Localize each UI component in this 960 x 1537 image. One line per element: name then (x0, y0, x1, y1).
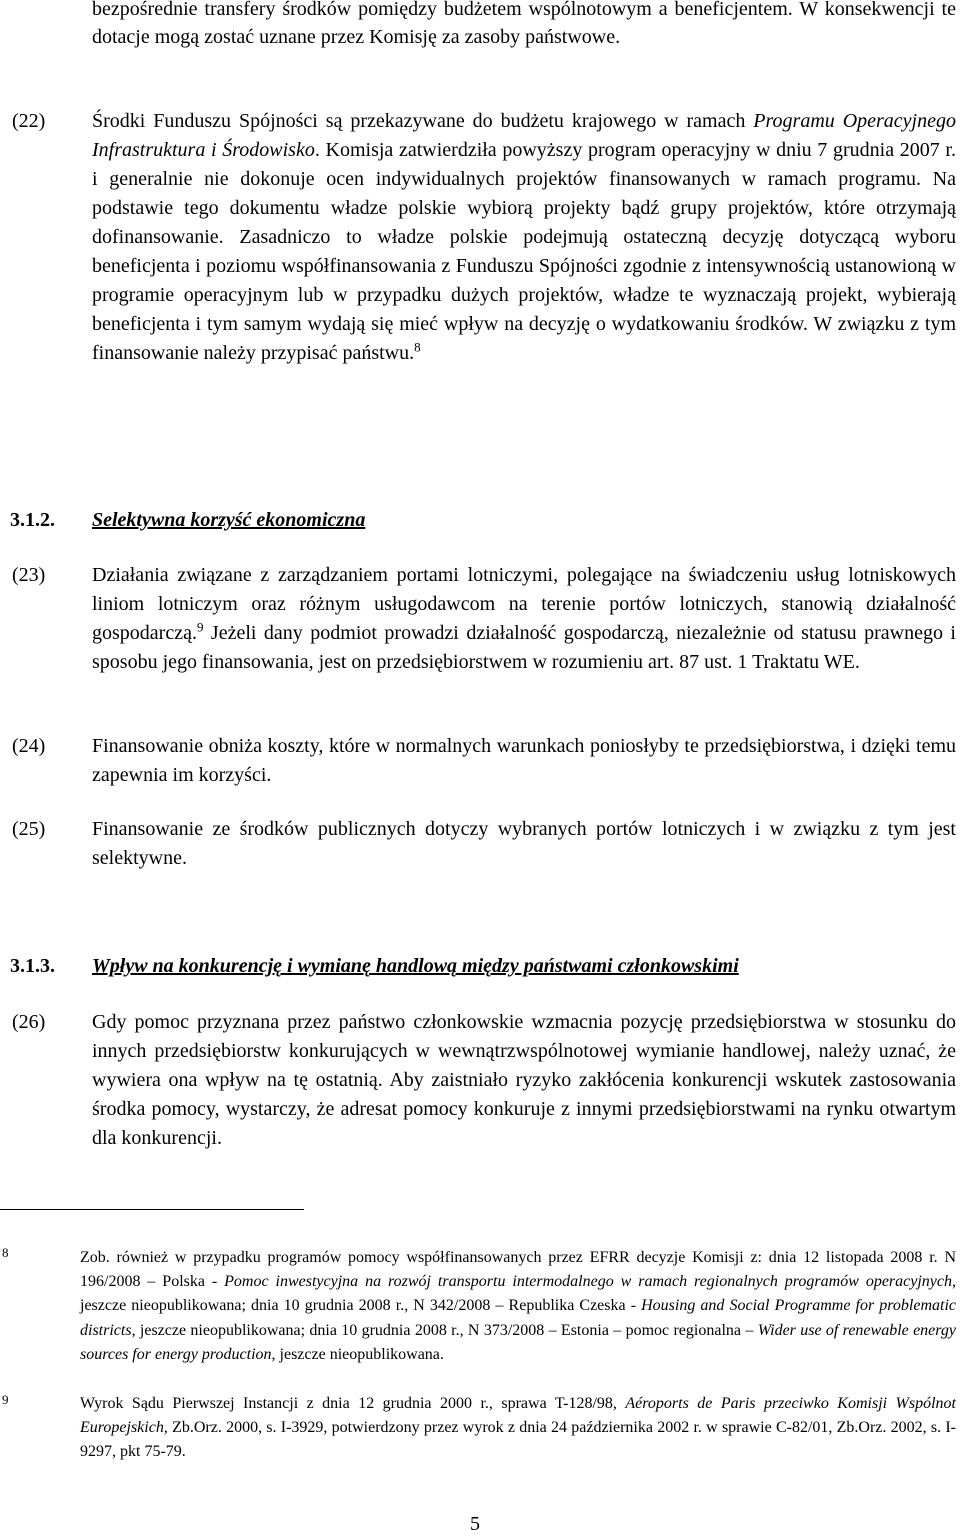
footnote-9 (80, 1392, 956, 1465)
paragraph-23 (92, 561, 956, 677)
paragraph-number-26: (26) (12, 1011, 46, 1033)
section-number-3-1-2: 3.1.2. (10, 509, 55, 531)
paragraph-number-23: (23) (12, 564, 46, 586)
footnote-number-8: 8 (2, 1245, 9, 1260)
footnote-ref-9[interactable]: 9 (196, 619, 204, 635)
footnote-separator (0, 1209, 304, 1210)
paragraph-24: Finansowanie obniża koszty, które w normalnych warunkach poniosłyby te przedsiębiorstwa, i dzięki temu zapewnia im korzyści. (92, 735, 956, 786)
footnote-8-text-2: , jeszcze nieopublikowana; dnia 10 grudnia 2008 r., N 342/2008 – Republika Czeska - (80, 1273, 956, 1315)
paragraph-22 (92, 107, 956, 368)
paragraph-number-24: (24) (12, 735, 46, 757)
paragraph-23-text-b: Jeżeli dany podmiot prowadzi działalność gospodarczą, niezależnie od statusu prawnego i sposobu jego finansowania, jest on przedsiębiorstwem w rozumieniu art. 87 ust. 1 Traktatu WE. (92, 622, 956, 673)
paragraph-25: Finansowanie ze środków publicznych dotyczy wybranych portów lotniczych i w związku z tym jest selektywne. (92, 818, 956, 869)
footnote-9-text-2: , Zb.Orz. 2000, s. I-3929, potwierdzony przez wyrok z dnia 24 października 2002 r. w sprawie C-82/01, Zb.Orz. 2002, s. I-9297, pkt 75-79. (80, 1419, 956, 1461)
paragraph-number-22: (22) (12, 110, 46, 132)
section-title-3-1-2: Selektywna korzyść ekonomiczna (92, 509, 366, 531)
footnote-ref-8[interactable]: 8 (414, 339, 421, 355)
paragraph-26: Gdy pomoc przyznana przez państwo członkowskie wzmacnia pozycję przedsiębiorstwa w stosunku do innych przedsiębiorstw konkurujących w wewnątrzwspólnotowej wymianie handlowej, należy uznać, że wywiera ona wpływ na tę ostatnią. Aby zaistniało ryzyko zakłócenia konkurencji wskutek zastosowania środka pomocy, wystarczy, że adresat pomocy konkuruje z innymi przedsiębiorstwami na rynku otwartym dla konkurencji. (92, 1011, 956, 1149)
footnote-number-9: 9 (2, 1392, 9, 1407)
section-number-3-1-3: 3.1.3. (10, 955, 55, 977)
paragraph-number-25: (25) (12, 818, 46, 840)
footnote-8 (80, 1246, 956, 1367)
footnote-9-case-name: Aéroports de Paris przeciwko Komisji Wspólnot Europejskich (80, 1395, 956, 1437)
paragraph-22-text-b: . Komisja zatwierdziła powyższy program operacyjny w dniu 7 grudnia 2007 r. i generalnie nie dokonuje ocen indywidualnych projektów finansowanych w ramach programu. Na podstawie tego dokumentu władze polskie wybiorą projekty bądź grupy projektów, które otrzymają dofinansowanie. Zasadniczo to władze polskie podejmują ostateczną decyzję dotyczącą wyboru beneficjenta i poziomu współfinansowania z Funduszu Spójności zgodnie z intensywnością ustanowioną w programie operacyjnym lub w przypadku dużych projektów, władze te wyznaczają projekt, wybierają beneficjenta i tym samym wydają się mieć wpływ na decyzję o wydatkowaniu środków. W związku z tym finansowanie należy przypisać państwu. (92, 139, 956, 364)
paragraph-23-text-a: Działania związane z zarządzaniem portami lotniczymi, polegające na świadczeniu usług lotniskowych liniom lotniczym oraz różnym usługodawcom na terenie portów lotniczych, stanowią działalność gospodarczą. (92, 564, 956, 644)
paragraph-22-program-name: Programu Operacyjnego Infrastruktura i Środowisko (92, 110, 956, 161)
footnote-8-text-1: Zob. również w przypadku programów pomocy współfinansowanych przez EFRR decyzje Komisji z: dnia 12 listopada 2008 r. N 196/2008 – Polska - (80, 1249, 956, 1291)
paragraph-22-text-a: Środki Funduszu Spójności są przekazywane do budżetu krajowego w ramach (92, 110, 754, 132)
section-title-3-1-3: Wpływ na konkurencję i wymianę handlową między państwami członkowskimi (92, 955, 739, 977)
footnote-8-title-2: Housing and Social Programme for problematic districts (80, 1297, 956, 1339)
continuation-paragraph: bezpośrednie transfery środków pomiędzy budżetem wspólnotowym a beneficjentem. W konsekwencji te dotacje mogą zostać uznane przez Komisję za zasoby państwowe. (92, 0, 956, 48)
footnote-8-title-1: Pomoc inwestycyjna na rozwój transportu intermodalnego w ramach regionalnych programów operacyjnych (224, 1273, 952, 1291)
footnote-9-text-1: Wyrok Sądu Pierwszej Instancji z dnia 12 grudnia 2000 r., sprawa T-128/98, (80, 1395, 626, 1412)
footnote-8-text-3: , jeszcze nieopublikowana; dnia 10 grudnia 2008 r., N 373/2008 – Estonia – pomoc regionalna – (131, 1321, 758, 1339)
footnote-8-text-4: , jeszcze nieopublikowana. (271, 1345, 444, 1363)
page-number: 5 (470, 1513, 480, 1535)
footnote-8-title-3: Wider use of renewable energy sources for energy production (80, 1321, 957, 1363)
